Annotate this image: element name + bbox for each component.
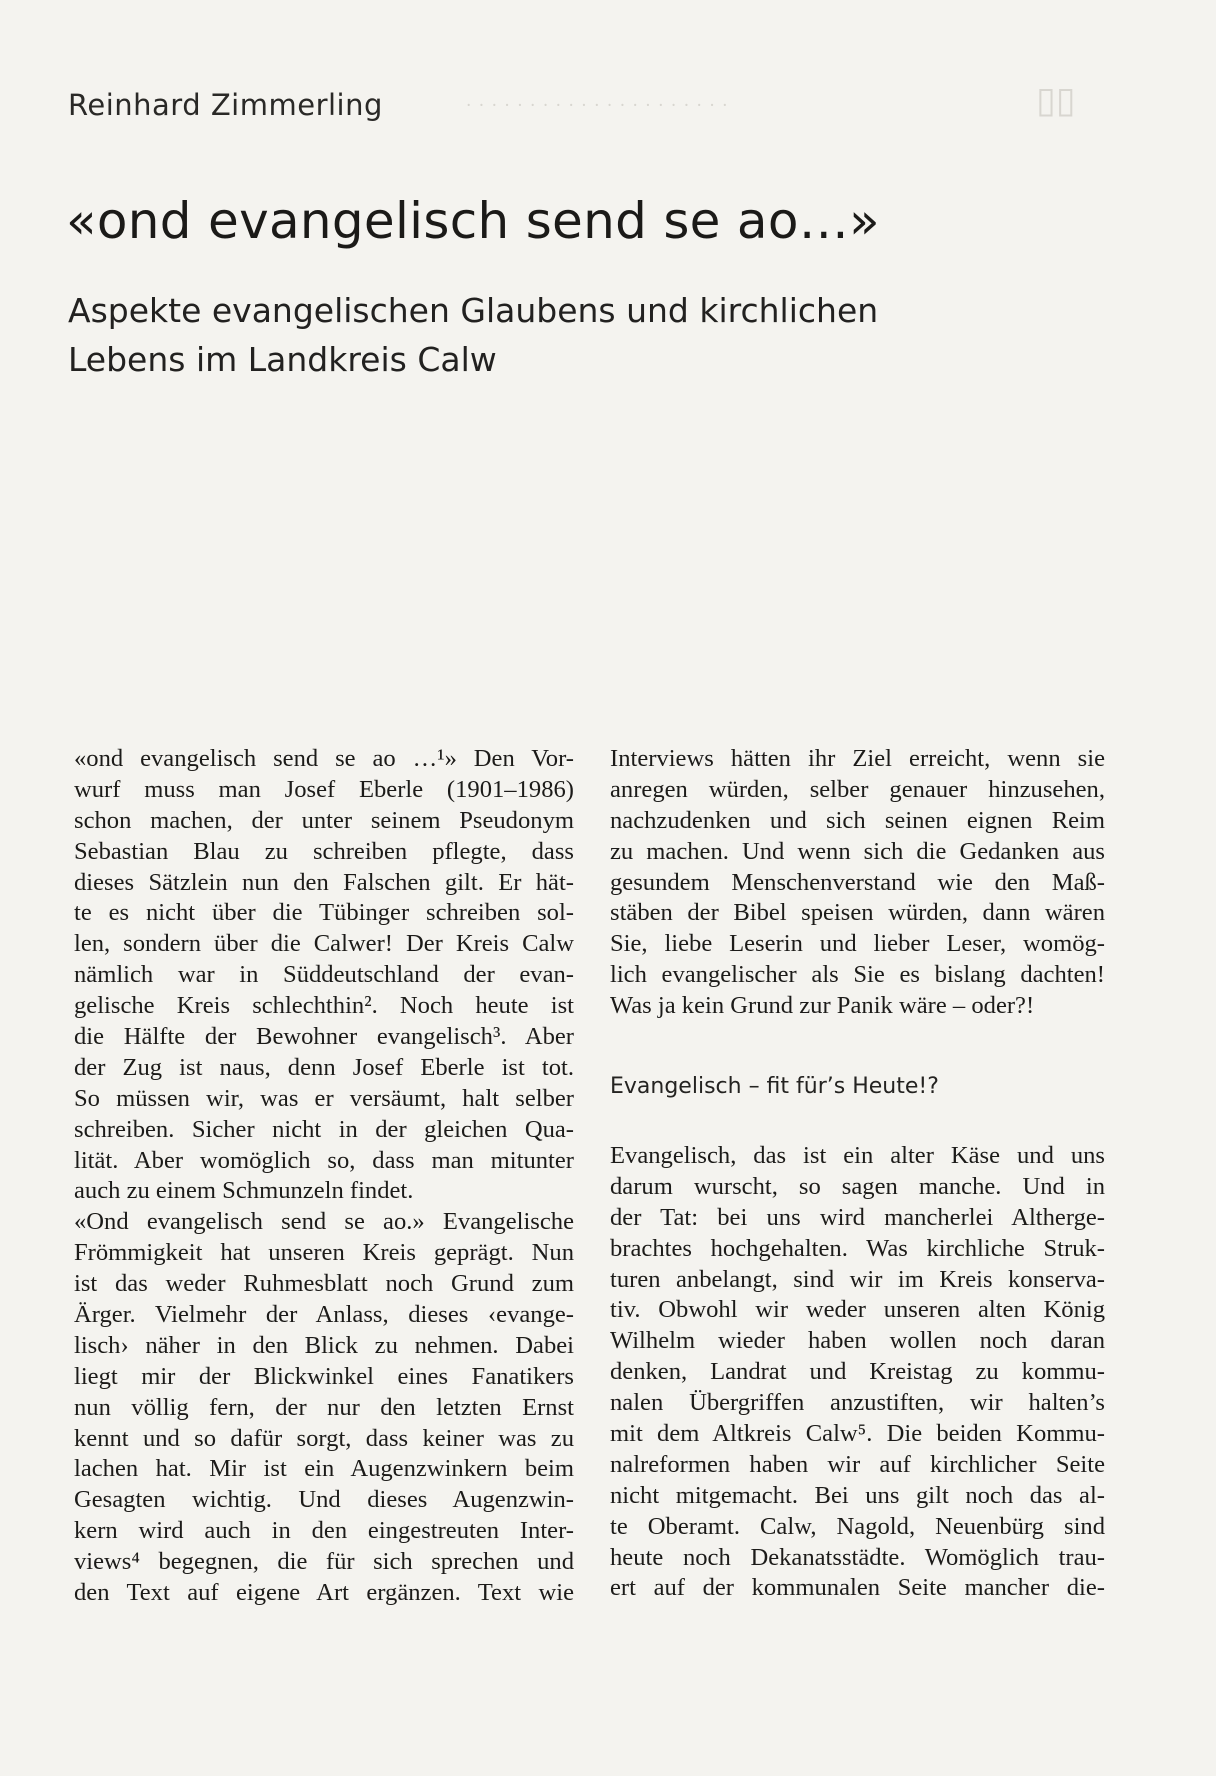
body-line: views⁴ begegnen, die für sich sprechen und xyxy=(74,1548,574,1576)
body-line: So müssen wir, was er versäumt, halt selber xyxy=(74,1084,574,1112)
article-title: «ond evangelisch send se ao…» xyxy=(66,192,880,250)
body-line: nalen Übergriffen anzustiften, wir halten’s xyxy=(610,1389,1105,1417)
subtitle-line: Lebens im Landkreis Calw xyxy=(68,340,497,379)
left-column xyxy=(74,744,574,1609)
body-line: stäben der Bibel speisen würden, dann wären xyxy=(610,899,1105,927)
body-line: nun völlig fern, der nur den letzten Ernst xyxy=(74,1393,574,1421)
body-line: nachzudenken und sich seinen eignen Reim xyxy=(610,806,1105,834)
body-line: die Hälfte der Bewohner evangelisch³. Aber xyxy=(74,1023,574,1051)
body-line: der Zug ist naus, denn Josef Eberle ist tot. xyxy=(74,1053,574,1081)
body-line: «Ond evangelisch send se ao.» Evangelische xyxy=(74,1208,574,1236)
body-line: ert auf der kommunalen Seite mancher die- xyxy=(610,1574,1105,1602)
body-line: den Text auf eigene Art ergänzen. Text wie xyxy=(74,1579,574,1607)
body-line: brachtes hochgehalten. Was kirchliche Struk- xyxy=(610,1234,1105,1262)
body-line: tiv. Obwohl wir weder unseren alten König xyxy=(610,1296,1105,1324)
body-line: Sie, liebe Leserin und lieber Leser, womög- xyxy=(610,930,1105,958)
body-line: kennt und so dafür sorgt, dass keiner was zu xyxy=(74,1424,574,1452)
body-line: te es nicht über die Tübinger schreiben sol- xyxy=(74,899,574,927)
body-line: gesundem Menschenverstand wie den Maß- xyxy=(610,868,1105,896)
body-line: Frömmigkeit hat unseren Kreis geprägt. Nun xyxy=(74,1239,574,1267)
body-line: nalreformen haben wir auf kirchlicher Seite xyxy=(610,1450,1105,1478)
body-line: gelische Kreis schlechthin². Noch heute ist xyxy=(74,992,574,1020)
body-line: darum wurscht, so sagen manche. Und in xyxy=(610,1172,1105,1200)
body-line: lität. Aber womöglich so, dass man mitunter xyxy=(74,1146,574,1174)
body-line: auch zu einem Schmunzeln findet. xyxy=(74,1177,414,1205)
show-through-decoration: ▯▯ xyxy=(1036,80,1076,121)
body-line: ist das weder Ruhmesblatt noch Grund zum xyxy=(74,1270,574,1298)
body-line: der Tat: bei uns wird mancherlei Altherge- xyxy=(610,1203,1105,1231)
body-line: mit dem Altkreis Calw⁵. Die beiden Kommu- xyxy=(610,1420,1105,1448)
body-line: len, sondern über die Calwer! Der Kreis Calw xyxy=(74,930,574,958)
body-line: nämlich war in Süddeutschland der evan- xyxy=(74,961,574,989)
section-heading: Evangelisch – fit für’s Heute!? xyxy=(610,1074,939,1099)
body-line: anregen würden, selber genauer hinzusehen, xyxy=(610,775,1105,803)
body-line: te Oberamt. Calw, Nagold, Neuenbürg sind xyxy=(610,1512,1105,1540)
body-line: dieses Sätzlein nun den Falschen gilt. Er hät- xyxy=(74,868,574,896)
body-line: nicht mitgemacht. Bei uns gilt noch das al- xyxy=(610,1481,1105,1509)
body-line: Sebastian Blau zu schreiben pflegte, dass xyxy=(74,837,574,865)
body-line: wurf muss man Josef Eberle (1901–1986) xyxy=(74,775,574,803)
body-line: Evangelisch, das ist ein alter Käse und uns xyxy=(610,1142,1105,1169)
body-line: lich evangelischer als Sie es bislang dachten! xyxy=(610,961,1105,989)
right-column-bottom xyxy=(610,1141,1105,1604)
author-name: Reinhard Zimmerling xyxy=(68,88,383,122)
show-through-decoration: · · · · · · · · · · · · · · · · · · · · · xyxy=(466,96,729,116)
body-line: lachen hat. Mir ist ein Augenzwinkern beim xyxy=(74,1455,574,1483)
body-line: turen anbelangt, sind wir im Kreis konserva- xyxy=(610,1265,1105,1293)
body-line: kern wird auch in den eingestreuten Inter- xyxy=(74,1517,574,1545)
body-line: heute noch Dekanatsstädte. Womöglich trau- xyxy=(610,1543,1105,1571)
body-line: «ond evangelisch send se ao …¹» Den Vor- xyxy=(74,745,574,772)
body-line: schreiben. Sicher nicht in der gleichen Qua- xyxy=(74,1115,574,1143)
body-line: Wilhelm wieder haben wollen noch daran xyxy=(610,1327,1105,1355)
body-line: liegt mir der Blickwinkel eines Fanatikers xyxy=(74,1362,574,1390)
body-line: Gesagten wichtig. Und dieses Augenzwin- xyxy=(74,1486,574,1514)
subtitle-line: Aspekte evangelischen Glaubens und kirchlichen xyxy=(68,291,879,330)
body-line: schon machen, der unter seinem Pseudonym xyxy=(74,806,574,834)
body-line: Interviews hätten ihr Ziel erreicht, wenn sie xyxy=(610,745,1105,772)
article-subtitle xyxy=(68,286,1108,384)
body-line: Was ja kein Grund zur Panik wäre – oder?! xyxy=(610,992,1035,1020)
right-column-top xyxy=(610,744,1105,1022)
body-line: zu machen. Und wenn sich die Gedanken aus xyxy=(610,837,1105,865)
body-line: lisch› näher in den Blick zu nehmen. Dabei xyxy=(74,1331,574,1359)
body-line: Ärger. Vielmehr der Anlass, dieses ‹evange- xyxy=(74,1301,574,1329)
body-line: denken, Landrat und Kreistag zu kommu- xyxy=(610,1358,1105,1386)
